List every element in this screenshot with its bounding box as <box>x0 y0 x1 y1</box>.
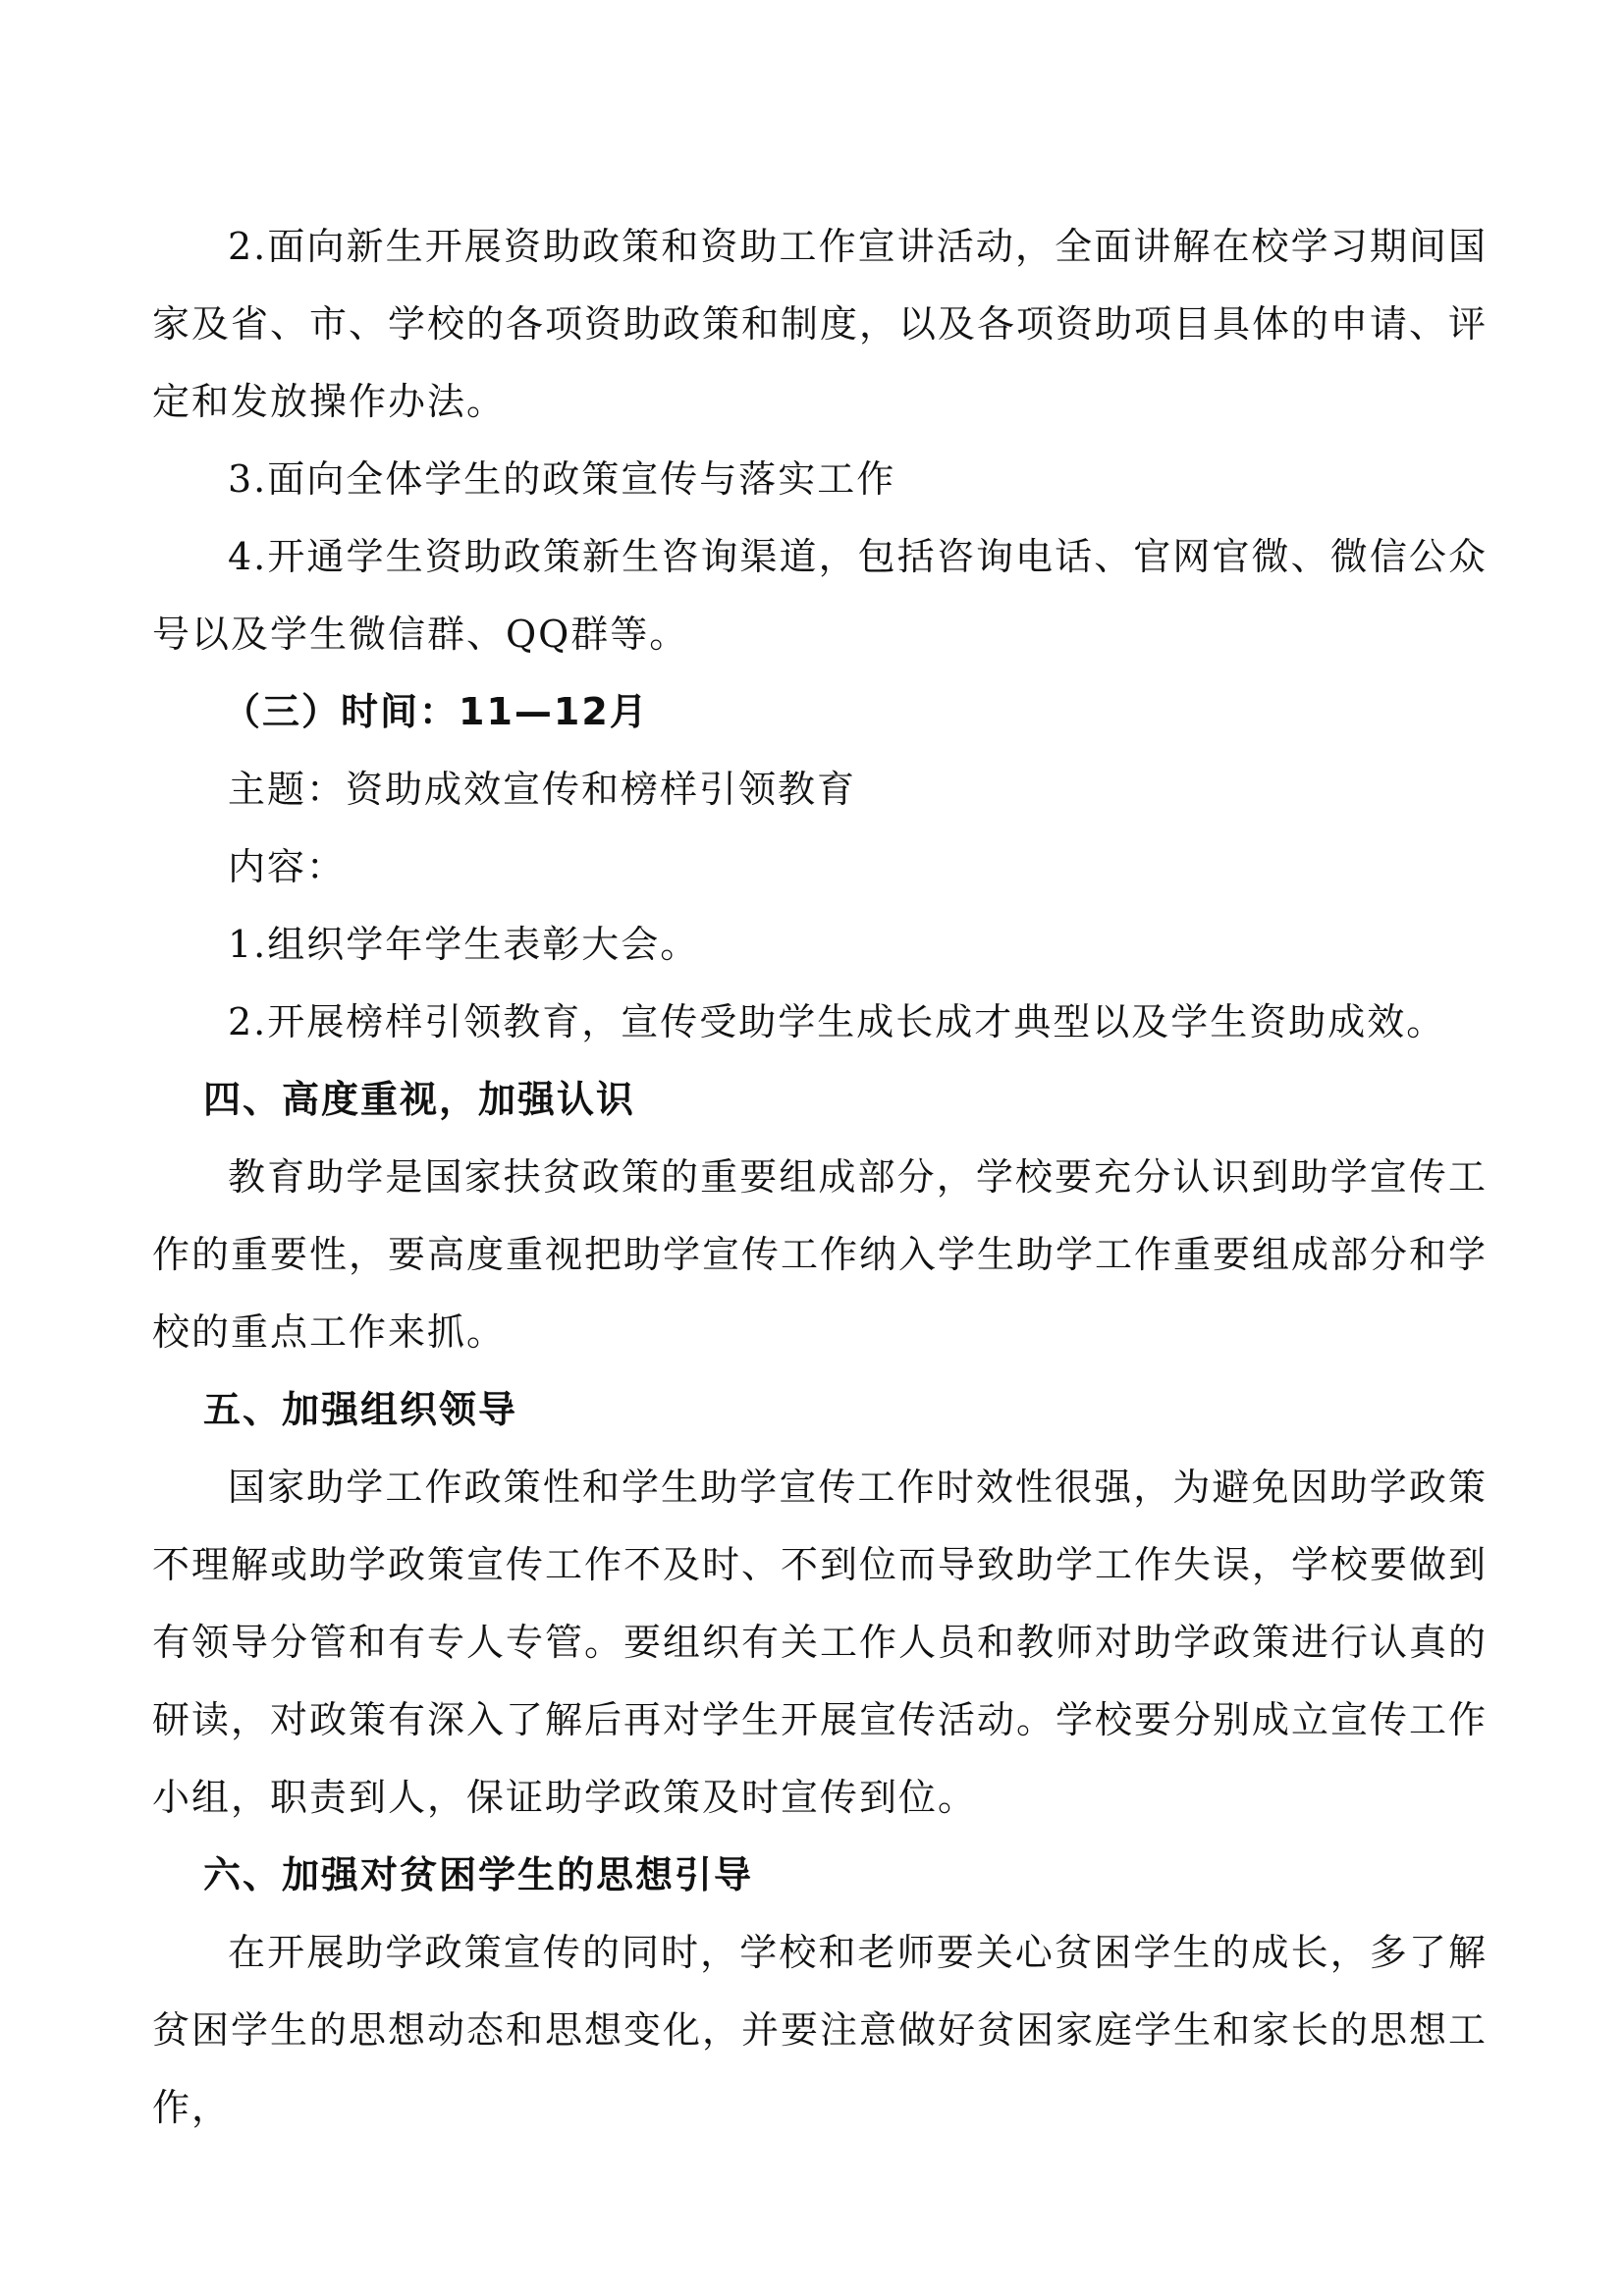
section-6-paragraph: 在开展助学政策宣传的同时，学校和老师要关心贫困学生的成长，多了解贫困学生的思想动态和思想变化，并要注意做好贫困家庭学生和家长的思想工作， <box>152 1931 1489 2129</box>
paragraph-theme: 主题：资助成效宣传和榜样引领教育 <box>228 768 857 811</box>
section-heading-4: 四、高度重视，加强认识 <box>203 1078 636 1121</box>
section-4-paragraph: 教育助学是国家扶贫政策的重要组成部分，学校要充分认识到助学宣传工作的重要性，要高度重视把助学宣传工作纳入学生助学工作重要组成部分和学校的重点工作来抓。 <box>152 1155 1489 1354</box>
paragraph-item-3: 3.面向全体学生的政策宣传与落实工作 <box>228 457 896 501</box>
paragraph-content-item-2: 2.开展榜样引领教育，宣传受助学生成长成才典型以及学生资助成效。 <box>228 1000 1446 1043</box>
section-heading-5: 五、加强组织领导 <box>203 1388 518 1431</box>
subheading-time-nov-dec: （三）时间：11—12月 <box>223 690 649 733</box>
paragraph-content-item-1: 1.组织学年学生表彰大会。 <box>228 923 700 966</box>
section-5-paragraph: 国家助学工作政策性和学生助学宣传工作时效性很强，为避免因助学政策不理解或助学政策宣传工作不及时、不到位而导致助学工作失误，学校要做到有领导分管和有专人专管。要组织有关工作人员和教师对助学政策进行认真的研读，对政策有深入了解后再对学生开展宣传活动。学校要分别成立宣传工作小组，职责到人，保证助学政策及时宣传到位。 <box>152 1466 1489 1819</box>
document-body <box>152 208 1488 2147</box>
paragraph-item-4: 4.开通学生资助政策新生咨询渠道，包括咨询电话、官网官微、微信公众号以及学生微信群、QQ群等。 <box>152 535 1488 656</box>
paragraph-content-label: 内容： <box>228 845 347 888</box>
section-heading-6: 六、加强对贫困学生的思想引导 <box>203 1853 754 1896</box>
paragraph-item-2: 2.面向新生开展资助政策和资助工作宣讲活动，全面讲解在校学习期间国家及省、市、学校的各项资助政策和制度，以及各项资助项目具体的申请、评定和发放操作办法。 <box>152 225 1489 423</box>
